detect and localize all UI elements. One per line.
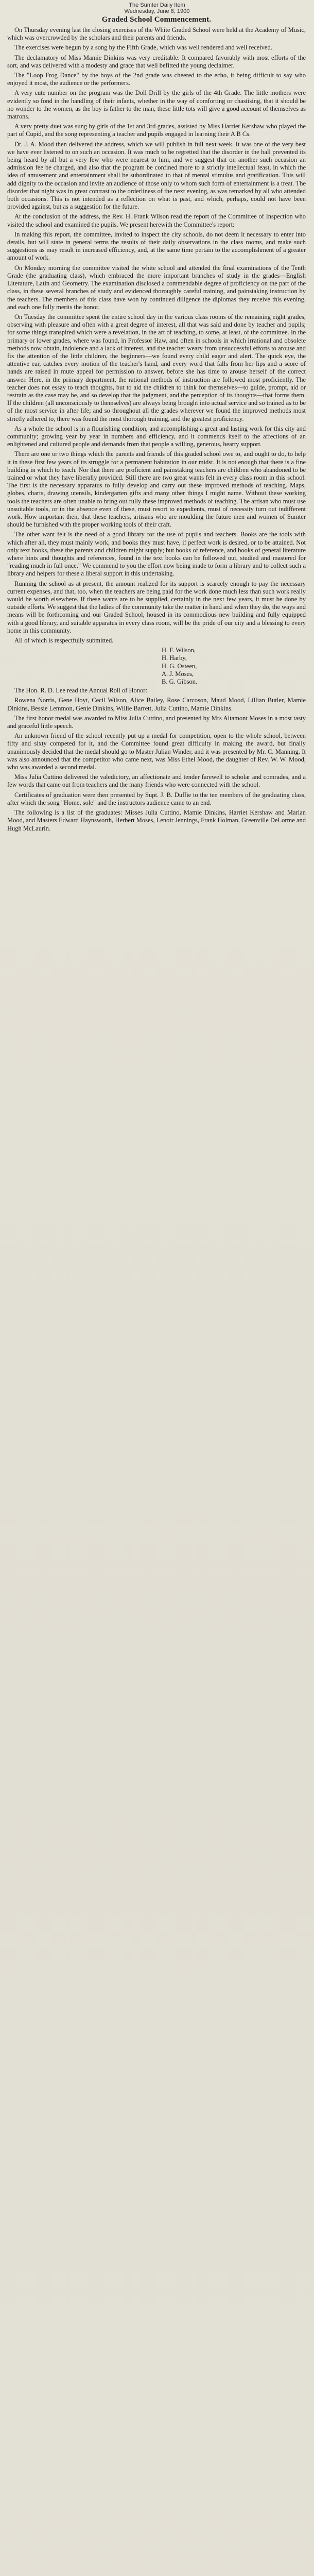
article: [7, 15, 306, 835]
paragraph: In making this report, the committee, invited to inspect the city schools, do not deem it necessary to enter into details, but will state in general terms the results of their daily observations in the class rooms, and make such suggestions as may result in increased efficiency, and, at the same time pertain to the accomplishment of a greater amount of work.: [7, 230, 306, 262]
paragraph: The declamatory of Miss Mamie Dinkins was very creditable. It compared favorably with most efforts of the sort, and was delivered with a modesty and grace that well befitted the young declaimer.: [7, 54, 306, 69]
paper-name: The Sumter Daily Item: [129, 2, 185, 8]
paragraph: Running the school as at present, the amount realized for its support is scarcely enough to pay the necessary current expenses, and that, too, when the teachers are being paid for the work done much less than such work really would be worth elsewhere. If these wants are to be supplied, certainly in the next few years, it must be done by outside efforts. We suggest that the ladies of the community take the matter in hand and when they do, the ways and means will be forthcoming and our Graded School, housed in its commodious new building and fully equipped with a good library, and suitable apparatus in every class room, will be the pride of our city and a blessing to every home in this community.: [7, 580, 306, 634]
signature-intro: All of which is respectfully submitted.: [14, 637, 114, 645]
paragraph: The exercises were begun by a song by the Fifth Grade, which was well rendered and well received.: [14, 44, 272, 52]
paragraph: On Tuesday the committee spent the entire school day in the various class rooms of the remaining eight grades, observing with pleasure and often with a great degree of interest, all that was said and done by teacher and pupils; for some things transpired which were a revelation, in the art of teaching, to some, at least, of the committee. In the primary or lower grades, where was found, in Professor Haw, and often in schools in which irrational and obsolete methods now obtain, indolence and a lack of interest, and the teacher weary from unsuccessful efforts to arouse and fix the attention of the little children, the beginners—we found every child eager and alert. The quick eye, the attentive ear, catches every motion of the teacher's hand, and every word that falls from her lips and a score of hands are raised in mute appeal for permission to answer, before she has time to arouse herself of the correct answer. Here, in the primary department, the rational methods of instruction are followed most proficiently. The teacher does not essay to teach thoughts, but to aid the children to think for themselves—to guide, prompt, aid or restrain as the case may be, and so develop that the judgment, and the perception of its thoughts—that forms them. If the children (all unconsciously to themselves) are always being brought into actual service and so trained as to be of the most service in after life; and so throughout all the grades wherever we found the improved methods most strictly adhered to, there was found the most thorough training, and the greatest proficiency.: [7, 313, 306, 422]
paper-date: Wednesday, June 8, 1900: [124, 8, 190, 14]
paragraph: At the conclusion of the address, the Rev. H. Frank Wilson read the report of the Committee of Inspection who visited the school and examined the pupils. We present herewith the Committee's report:: [7, 213, 306, 228]
paragraph: As a whole the school is in a flourishing condition, and accomplishing a great and lasting work for this city and community; growing year by year in numbers and efficiency, and it commends itself to the affections of an enlightened and cultured people and demands from that people a willing, generous, hearty support.: [7, 425, 306, 448]
paragraph: An unknown friend of the school recently put up a medal for competition, open to the whole school, between fifty and sixty competed for it, and the Committee found great difficulty in making the award, but finally unanimously decided that the medal should go to Master Julian Winder, and it was presented by Mr. C. Manning. It was also announced that the competitor who came next, was Miss Ethel Mood, the daughter of Rev. W. W. Mood, who was awarded a second medal.: [7, 732, 306, 771]
paragraph: The Hon. R. D. Lee read the Annual Roll of Honor:: [14, 687, 147, 694]
paragraph: Rowena Norris, Gene Hoyt, Cecil Wilson, Alice Bailey, Rose Carcoson, Maud Mood, Lillian Butler, Mamie Dinkins, Bessie Lemmon, Genie Dinkins, Willie Barrett, Julia Cuttino, Mamie Dinkins.: [7, 697, 306, 712]
signature-name: H. G. Osteen,: [162, 662, 197, 670]
paragraph: The first honor medal was awarded to Miss Julia Cuttino, and presented by Mrs Altamont Moses in a most tasty and graceful little speech.: [7, 714, 306, 730]
paragraph: On Thursday evening last the closing exercises of the White Graded School were held at the Academy of Music, which was overcrowded by the scholars and their parents and friends.: [7, 26, 306, 42]
paragraph: The "Loop Frog Dance" by the boys of the 2nd grade was cheered to the echo, it being difficult to say who enjoyed it most, the audience or the performers.: [7, 72, 306, 87]
paragraph: Miss Julia Cuttino delivered the valedictory, an affectionate and tender farewell to scholar and comrades, and a few words that came out from teachers and the many friends who were connected with the school.: [7, 773, 306, 789]
article-headline: Graded School Commencement.: [101, 15, 212, 24]
paragraph: Certificates of graduation were then presented by Supt. J. B. Duffie to the ten members of the graduating class, after which the song "Home, sole" and the instructors audience came to an end.: [7, 791, 306, 806]
paragraph: On Monday morning the committee visited the white school and attended the final examinations of the Tenth Grade (the graduating class), which embraced the more important branches of study in the grades—English Literature, Latin and Geometry. The examination disclosed a commendable degree of proficiency on the part of the class, in these several branches of study and evidenced thoroughly careful training, and painstaking instruction by the teachers. The members of this class have won by continued diligence the diplomas they receive this evening, and each one fully merits the honor.: [7, 264, 306, 311]
signature-name: H. Harby,: [162, 654, 187, 662]
paragraph: The other want felt is the need of a good library for the use of pupils and teachers. Books are the tools with which after all, they must mainly work, and books they must have, if perfect work is desired, or to be attained. Not only text books, these the parents and children might supply; but books of reference, and books of general literature where hints and thoughts and references, found in the text books can be followed out, studied and mastered for "reading much in full once." We commend to you the effort now being made to form a library and to collect such a library and helpers for these a liberal support in this undertaking.: [7, 531, 306, 578]
signature-block: [7, 647, 306, 686]
signature-name: H. F. Wilson,: [162, 647, 196, 654]
paragraph: There are one or two things which the parents and friends of this graded school owe to, and ought to do, to help it in these first few years of its struggle for a permanent habitation in our midst. It is not enough that there is a fine building in which to teach. Nor that there are proficient and painstaking teachers are children who abandoned to be trained or what they have liberally provided. Still there are two great wants felt in every class room in this school. The first is the necessary apparatus to fully develop and carry out these improved methods of teaching. Maps, globes, charts, drawing utensils, kindergarten gifts and many other things I might name. Without these working tools the teachers are often unable to bring out fully these improved methods of teaching. The artisan who must use unsuitable tools, or in the absence even of these, must resort to expedients, must of necessity turn out indifferent work. How important then, that these teachers, artisans who are moulding the future men and women of Sumter should be furnished with the proper working tools of their craft.: [7, 450, 306, 529]
paragraph: Dr. J. A. Mood then delivered the address, which we will publish in full next week. It was one of the very best we have ever listened to on such an occasion. It was much to be regretted that the disorder in the hall prevented its being heard by all but a very few who were nearest to him, and we suggest that on another such occasion an admission fee be charged, and also that the program be confined more to a strictly intellectual feast, in which the idea of amusement and entertainment shall be subordinated to that of mental stimulus and gratification. This will add dignity to the occasion and invite an audience of those only to whom such form of entertainment is a treat. The disorder that night was in great contrast to the orderliness of the next evening, as was remarked by all who attended both occasions. This is not intended as a reflection on what is past, and which, perhaps, could not have been provided against, but as a suggestion for the future.: [7, 140, 306, 211]
signature-name: A. J. Moses,: [162, 670, 194, 677]
paragraph: The following is a list of the graduates: Misses Julia Cuttino, Mamie Dinkins, Harriet Kershaw and Marian Mood, and Masters Edward Haynsworth, Herbert Moses, Lenoir Jennings, Frank Holman, Greenville DeLorme and Hugh McLaurin.: [7, 809, 306, 832]
paragraph: A very cute number on the program was the Doll Drill by the girls of the 4th Grade. The little mothers were evidently so fond in the handling of their infants, whether in the way of comforting or chastising, that it should be no wonder to the women, as the boy is father to the man, these little tots will give a good account of themselves as matrons.: [7, 89, 306, 121]
paragraph: A very pretty duet was sung by girls of the 1st and 3rd grades, assisted by Miss Harriet Kershaw who played the part of Cupid, and the song representing a teacher and pupils engaged in learning their A B Cs.: [7, 123, 306, 138]
signature-name: B. G. Gibson.: [162, 678, 198, 686]
masthead: [0, 0, 314, 14]
